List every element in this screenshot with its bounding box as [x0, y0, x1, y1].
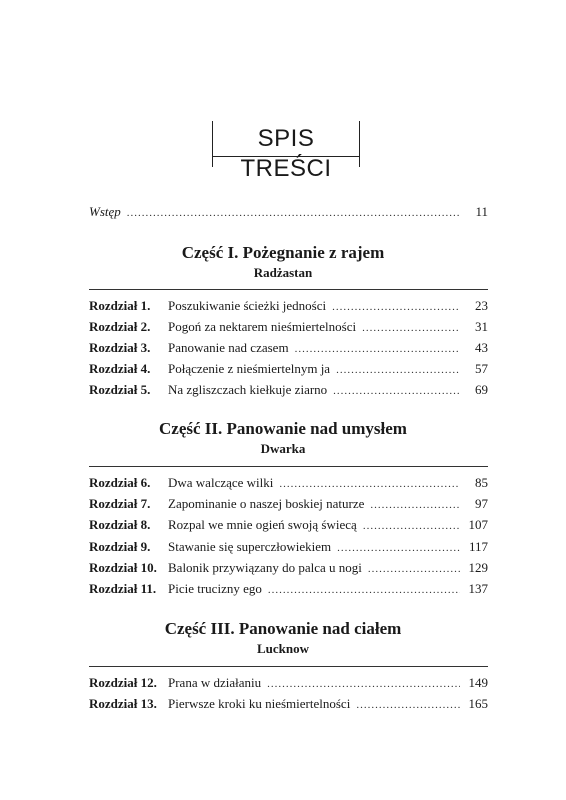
part-subtitle: Lucknow: [256, 641, 310, 656]
dot-leader: [336, 360, 460, 380]
chapter-title: Połączenie z nieśmiertelnym ja: [168, 361, 331, 376]
intro-label: Wstęp: [89, 204, 121, 219]
toc-entry[interactable]: [89, 537, 488, 557]
dot-leader: [127, 203, 460, 223]
dot-leader: [333, 381, 460, 401]
chapter-label: Rozdział 5.: [89, 382, 151, 397]
toc-entry[interactable]: [89, 317, 488, 337]
dot-leader: [362, 318, 460, 338]
chapter-title: Rozpal we mnie ogień swoją świecą: [168, 517, 357, 532]
divider: [89, 666, 488, 667]
dot-leader: [295, 339, 460, 359]
chapter-label: Rozdział 4.: [89, 361, 151, 376]
toc-entry[interactable]: [89, 380, 488, 400]
toc-entry-intro[interactable]: [89, 202, 488, 222]
toc-entry[interactable]: [89, 338, 488, 358]
dot-leader: [337, 538, 460, 558]
page-number: 11: [475, 204, 488, 219]
dot-leader: [368, 559, 460, 579]
chapter-label: Rozdział 9.: [89, 539, 151, 554]
chapter-title: Picie trucizny ego: [168, 581, 262, 596]
dot-leader: [363, 516, 460, 536]
page-title: SPIS TREŚCI: [240, 125, 332, 182]
toc-entry[interactable]: [89, 694, 488, 714]
toc-entry[interactable]: [89, 558, 488, 578]
part-title: Część III. Panowanie nad ciałem: [164, 619, 402, 638]
chapter-title: Prana w działaniu: [168, 675, 262, 690]
dot-leader: [356, 695, 460, 715]
part-title: Część II. Panowanie nad umysłem: [159, 419, 407, 438]
chapter-label: Rozdział 2.: [89, 319, 151, 334]
dot-leader: [370, 495, 460, 515]
toc-entry[interactable]: [89, 359, 488, 379]
page-number: 149: [468, 675, 488, 690]
page-number: 107: [468, 517, 488, 532]
chapter-title: Zapominanie o naszej boskiej naturze: [168, 496, 365, 511]
page-number: 69: [475, 382, 488, 397]
dot-leader: [268, 580, 460, 600]
chapter-title: Pogoń za nektarem nieśmiertelności: [168, 319, 357, 334]
toc-entry[interactable]: [89, 515, 488, 535]
chapter-title: Poszukiwanie ścieżki jedności: [168, 298, 327, 313]
part-subtitle: Dwarka: [260, 441, 306, 456]
toc-entry[interactable]: [89, 673, 488, 693]
toc-entry[interactable]: [89, 579, 488, 599]
page-number: 129: [468, 560, 488, 575]
page-number: 85: [475, 475, 488, 490]
chapter-label: Rozdział 7.: [89, 496, 151, 511]
toc-entry[interactable]: [89, 494, 488, 514]
dot-leader: [332, 297, 460, 317]
chapter-title: Na zgliszczach kiełkuje ziarno: [168, 382, 328, 397]
page-number: 117: [468, 539, 488, 554]
chapter-title: Stawanie się superczłowiekiem: [168, 539, 332, 554]
part-subtitle: Radżastan: [253, 265, 313, 280]
chapter-label: Rozdział 13.: [89, 696, 157, 711]
page-number: 31: [475, 319, 488, 334]
toc-entry[interactable]: [89, 296, 488, 316]
chapter-label: Rozdział 6.: [89, 475, 151, 490]
dot-leader: [279, 474, 460, 494]
chapter-label: Rozdział 12.: [89, 675, 157, 690]
chapter-label: Rozdział 8.: [89, 517, 151, 532]
chapter-label: Rozdział 11.: [89, 581, 157, 596]
page-number: 97: [475, 496, 488, 511]
page-number: 57: [475, 361, 488, 376]
chapter-title: Panowanie nad czasem: [168, 340, 289, 355]
part-title: Część I. Pożegnanie z rajem: [181, 243, 385, 262]
page-number: 23: [475, 298, 488, 313]
page-number: 43: [475, 340, 488, 355]
chapter-label: Rozdział 1.: [89, 298, 151, 313]
chapter-title: Dwa walczące wilki: [168, 475, 274, 490]
divider: [89, 466, 488, 467]
chapter-label: Rozdział 3.: [89, 340, 151, 355]
chapter-title: Balonik przywiązany do palca u nogi: [168, 560, 362, 575]
page-number: 137: [468, 581, 488, 596]
chapter-label: Rozdział 10.: [89, 560, 157, 575]
chapter-title: Pierwsze kroki ku nieśmiertelności: [168, 696, 351, 711]
divider: [89, 289, 488, 290]
dot-leader: [267, 674, 460, 694]
toc-entry[interactable]: [89, 473, 488, 493]
page-number: 165: [468, 696, 488, 711]
